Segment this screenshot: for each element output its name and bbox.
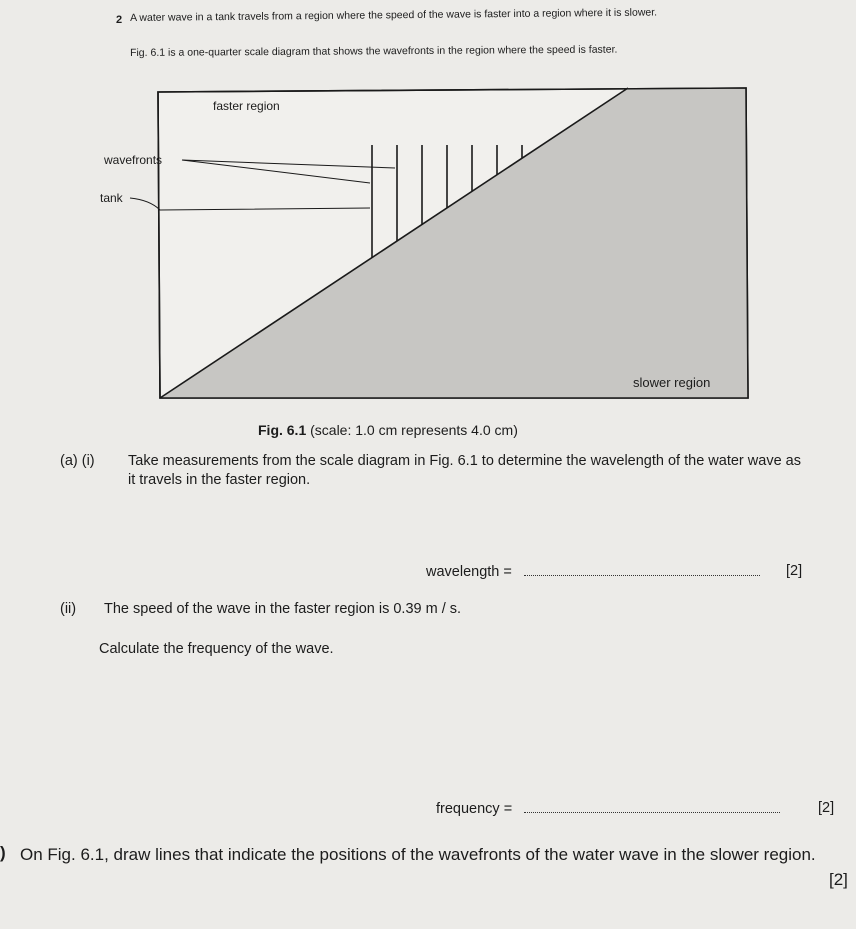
figure-intro: Fig. 6.1 is a one-quarter scale diagram that shows the wavefronts in the region where the speed is faster. <box>130 43 618 59</box>
part-a-ii-marks: [2] <box>818 800 835 816</box>
wavelength-label: wavelength = <box>426 564 512 580</box>
frequency-answer-field[interactable] <box>524 800 780 813</box>
question-number: 2 <box>116 14 123 26</box>
caption-figure-number: Fig. 6.1 <box>258 422 307 438</box>
label-faster-region: faster region <box>213 99 280 113</box>
label-tank: tank <box>100 191 123 205</box>
part-a-i-text: Take measurements from the scale diagram in Fig. 6.1 to determine the wavelength of the water wave as it travels in the faster region. <box>128 453 801 488</box>
frequency-answer-row <box>436 800 780 817</box>
part-b-marks: [2] <box>829 870 848 889</box>
part-a-ii-instruction: Calculate the frequency of the wave. <box>99 641 334 657</box>
wavelength-answer-row <box>426 563 760 580</box>
caption-scale: (scale: 1.0 cm represents 4.0 cm) <box>306 422 518 438</box>
part-b-label: ) <box>0 843 6 862</box>
wavelength-answer-field[interactable] <box>524 563 760 576</box>
part-a-ii-text: The speed of the wave in the faster region is 0.39 m / s. <box>104 601 462 617</box>
part-b-text: On Fig. 6.1, draw lines that indicate the positions of the wavefronts of the water wave in the slower region. <box>20 845 816 864</box>
question-intro: A water wave in a tank travels from a region where the speed of the wave is faster into a region where it is slower. <box>130 6 658 24</box>
frequency-label: frequency = <box>436 801 513 817</box>
part-a-ii-label: (ii) <box>60 601 77 617</box>
figure-6-1-diagram <box>0 0 856 430</box>
figure-caption <box>258 422 518 438</box>
part-a-i-label: (a) (i) <box>60 453 95 469</box>
part-a-i-marks: [2] <box>786 563 803 579</box>
label-slower-region: slower region <box>633 375 711 390</box>
label-wavefronts: wavefronts <box>104 153 163 167</box>
